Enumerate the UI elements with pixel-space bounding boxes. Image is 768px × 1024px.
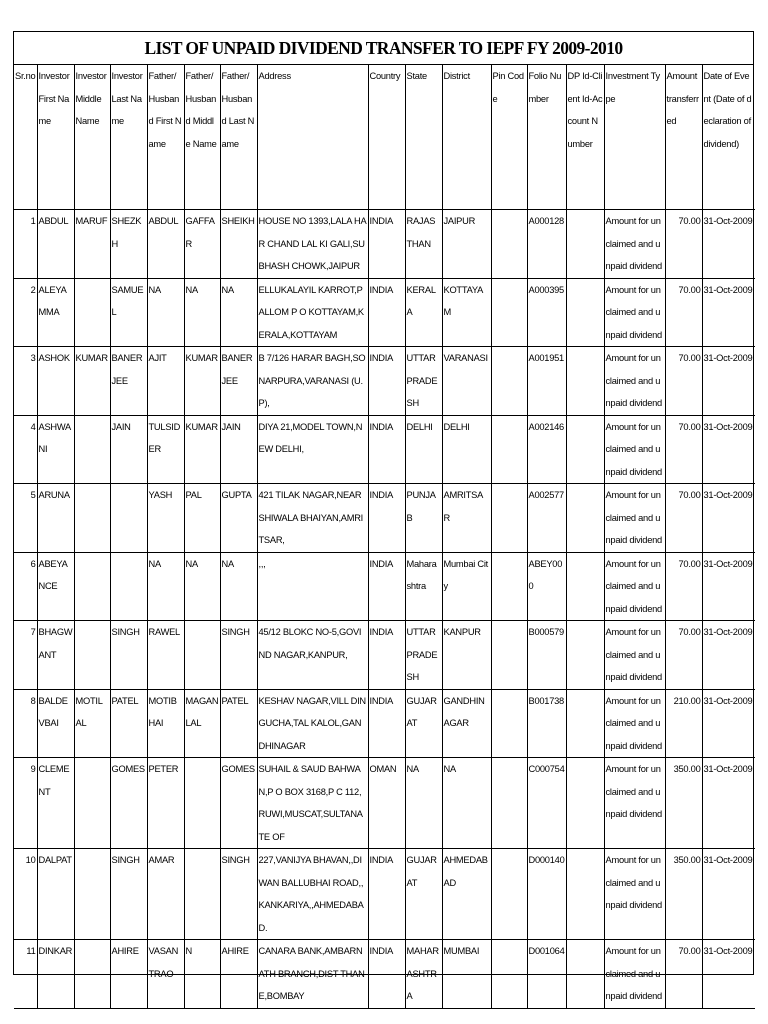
cell-amount: 70.00 (665, 940, 702, 1009)
cell-amount: 70.00 (665, 415, 702, 484)
cell-father-first-name: PETER (147, 758, 184, 849)
cell-district: Mumbai City (442, 552, 491, 621)
cell-sr-no: 4 (14, 415, 37, 484)
cell-date-of-event: 31-Oct-2009 (702, 758, 755, 849)
cell-district: DELHI (442, 415, 491, 484)
cell-sr-no: 8 (14, 689, 37, 758)
col-address: Address (257, 65, 368, 210)
cell-investment-type: Amount for unclaimed and unpaid dividend (604, 210, 665, 279)
cell-country: INDIA (368, 689, 405, 758)
cell-address: B 7/126 HARAR BAGH,SONARPURA,VARANASI (U.P), (257, 347, 368, 416)
cell-address: 45/12 BLOKC NO-5,GOVIND NAGAR,KANPUR, (257, 621, 368, 690)
cell-investor-last-name: GOMES (110, 758, 147, 849)
cell-father-first-name: YASH (147, 484, 184, 553)
cell-pin-code (491, 552, 527, 621)
cell-country: INDIA (368, 484, 405, 553)
cell-address: DIYA 21,MODEL TOWN,NEW DELHI, (257, 415, 368, 484)
table-row (14, 689, 755, 758)
cell-father-middle-name: GAFFAR (184, 210, 220, 279)
cell-district: JAIPUR (442, 210, 491, 279)
cell-investor-first-name: ABEYANCE (37, 552, 74, 621)
table-row (14, 278, 755, 347)
cell-state: UTTAR PRADESH (405, 347, 442, 416)
cell-father-first-name: AJIT (147, 347, 184, 416)
cell-investor-first-name: CLEMENT (37, 758, 74, 849)
col-date-of-event: Date of Event (Date of declaration of dividend) (702, 65, 755, 210)
cell-father-first-name: TULSIDER (147, 415, 184, 484)
cell-investment-type: Amount for unclaimed and unpaid dividend (604, 415, 665, 484)
header-row (14, 65, 755, 210)
cell-father-middle-name: PAL (184, 484, 220, 553)
table-row (14, 552, 755, 621)
cell-pin-code (491, 689, 527, 758)
cell-sr-no: 7 (14, 621, 37, 690)
cell-address: ELLUKALAYIL KARROT,PALLOM P O KOTTAYAM,KERALA,KOTTAYAM (257, 278, 368, 347)
cell-investor-first-name: BALDEVBAI (37, 689, 74, 758)
cell-father-last-name: AHIRE (220, 940, 257, 1009)
col-district: District (442, 65, 491, 210)
cell-district: AMRITSAR (442, 484, 491, 553)
cell-country: INDIA (368, 278, 405, 347)
cell-dp-client-id (566, 210, 604, 279)
cell-father-first-name: MOTIBHAI (147, 689, 184, 758)
cell-father-first-name: VASANTRAO (147, 940, 184, 1009)
cell-amount: 70.00 (665, 278, 702, 347)
cell-pin-code (491, 210, 527, 279)
cell-sr-no: 1 (14, 210, 37, 279)
cell-district: AHMEDABAD (442, 849, 491, 940)
cell-folio-number: B000579 (527, 621, 566, 690)
cell-country: INDIA (368, 849, 405, 940)
cell-address: HOUSE NO 1393,LALA HAR CHAND LAL KI GALI,SUBHASH CHOWK,JAIPUR (257, 210, 368, 279)
cell-folio-number: A002146 (527, 415, 566, 484)
col-father-last-name: Father/Husband Last Name (220, 65, 257, 210)
cell-amount: 70.00 (665, 347, 702, 416)
cell-state: KERALA (405, 278, 442, 347)
cell-dp-client-id (566, 484, 604, 553)
cell-state: UTTAR PRADESH (405, 621, 442, 690)
table-row (14, 484, 755, 553)
cell-folio-number: D001064 (527, 940, 566, 1009)
cell-pin-code (491, 849, 527, 940)
cell-district: GANDHINAGAR (442, 689, 491, 758)
cell-state: PUNJAB (405, 484, 442, 553)
cell-folio-number: C000754 (527, 758, 566, 849)
cell-investor-middle-name: MARUF (74, 210, 110, 279)
dividend-table (14, 65, 755, 1009)
cell-pin-code (491, 278, 527, 347)
col-investor-first-name: Investor First Name (37, 65, 74, 210)
cell-investor-last-name: SAMUEL (110, 278, 147, 347)
cell-investment-type: Amount for unclaimed and unpaid dividend (604, 347, 665, 416)
cell-dp-client-id (566, 758, 604, 849)
cell-investor-middle-name (74, 484, 110, 553)
cell-amount: 70.00 (665, 621, 702, 690)
cell-investor-first-name: ARUNA (37, 484, 74, 553)
table-row (14, 758, 755, 849)
cell-amount: 70.00 (665, 210, 702, 279)
cell-state: DELHI (405, 415, 442, 484)
cell-country: INDIA (368, 210, 405, 279)
cell-pin-code (491, 758, 527, 849)
cell-investor-middle-name (74, 621, 110, 690)
cell-date-of-event: 31-Oct-2009 (702, 278, 755, 347)
cell-father-middle-name (184, 849, 220, 940)
cell-state: GUJARAT (405, 849, 442, 940)
cell-father-last-name: PATEL (220, 689, 257, 758)
cell-investor-middle-name (74, 849, 110, 940)
cell-folio-number: D000140 (527, 849, 566, 940)
cell-investor-last-name: SHEZKH (110, 210, 147, 279)
cell-investor-last-name: BANERJEE (110, 347, 147, 416)
cell-investment-type: Amount for unclaimed and unpaid dividend (604, 621, 665, 690)
cell-father-middle-name: KUMAR (184, 347, 220, 416)
col-father-first-name: Father/Husband First Name (147, 65, 184, 210)
cell-date-of-event: 31-Oct-2009 (702, 940, 755, 1009)
cell-father-last-name: SINGH (220, 849, 257, 940)
cell-sr-no: 11 (14, 940, 37, 1009)
table-row (14, 210, 755, 279)
cell-investor-last-name: SINGH (110, 849, 147, 940)
col-amount: Amount transferred (665, 65, 702, 210)
cell-father-middle-name: KUMAR (184, 415, 220, 484)
cell-investor-first-name: ALEYAMMA (37, 278, 74, 347)
cell-district: MUMBAI (442, 940, 491, 1009)
cell-father-first-name: RAWEL (147, 621, 184, 690)
cell-district: KANPUR (442, 621, 491, 690)
cell-father-middle-name: MAGANLAL (184, 689, 220, 758)
cell-sr-no: 10 (14, 849, 37, 940)
cell-date-of-event: 31-Oct-2009 (702, 689, 755, 758)
cell-folio-number: B001738 (527, 689, 566, 758)
cell-date-of-event: 31-Oct-2009 (702, 210, 755, 279)
cell-father-last-name: GUPTA (220, 484, 257, 553)
sheet-title: LIST OF UNPAID DIVIDEND TRANSFER TO IEPF FY 2009-2010 (14, 32, 753, 65)
cell-father-last-name: GOMES (220, 758, 257, 849)
cell-investor-middle-name: MOTILAL (74, 689, 110, 758)
cell-father-middle-name: NA (184, 278, 220, 347)
cell-father-last-name: JAIN (220, 415, 257, 484)
cell-sr-no: 2 (14, 278, 37, 347)
cell-state: NA (405, 758, 442, 849)
cell-state: RAJASTHAN (405, 210, 442, 279)
cell-folio-number: A000395 (527, 278, 566, 347)
col-sr-no: Sr.no (14, 65, 37, 210)
cell-investment-type: Amount for unclaimed and unpaid dividend (604, 689, 665, 758)
cell-father-middle-name: NA (184, 552, 220, 621)
table-row (14, 415, 755, 484)
cell-investor-middle-name: KUMAR (74, 347, 110, 416)
cell-investor-first-name: ASHWANI (37, 415, 74, 484)
cell-sr-no: 5 (14, 484, 37, 553)
cell-investor-middle-name (74, 415, 110, 484)
cell-dp-client-id (566, 552, 604, 621)
cell-amount: 210.00 (665, 689, 702, 758)
cell-pin-code (491, 621, 527, 690)
col-folio-number: Folio Number (527, 65, 566, 210)
cell-father-first-name: AMAR (147, 849, 184, 940)
cell-investment-type: Amount for unclaimed and unpaid dividend (604, 552, 665, 621)
cell-country: INDIA (368, 552, 405, 621)
cell-investor-first-name: BHAGWANT (37, 621, 74, 690)
cell-address: ,,, (257, 552, 368, 621)
cell-folio-number: A000128 (527, 210, 566, 279)
cell-pin-code (491, 940, 527, 1009)
cell-dp-client-id (566, 278, 604, 347)
cell-country: INDIA (368, 415, 405, 484)
cell-investor-first-name: ABDUL (37, 210, 74, 279)
col-pin-code: Pin Code (491, 65, 527, 210)
col-investor-last-name: Investor Last Name (110, 65, 147, 210)
cell-district: KOTTAYAM (442, 278, 491, 347)
cell-pin-code (491, 415, 527, 484)
cell-father-first-name: NA (147, 278, 184, 347)
cell-address: 227,VANIJYA BHAVAN,,DIWAN BALLUBHAI ROAD,,KANKARIYA,,AHMEDABAD. (257, 849, 368, 940)
dividend-sheet (13, 31, 754, 1001)
cell-father-last-name: SINGH (220, 621, 257, 690)
cell-folio-number: A002577 (527, 484, 566, 553)
cell-father-last-name: NA (220, 278, 257, 347)
cell-pin-code (491, 484, 527, 553)
cell-investor-first-name: DINKAR (37, 940, 74, 1009)
table-row (14, 621, 755, 690)
cell-father-last-name: NA (220, 552, 257, 621)
cell-amount: 70.00 (665, 484, 702, 553)
cell-dp-client-id (566, 621, 604, 690)
cell-amount: 70.00 (665, 552, 702, 621)
cell-dp-client-id (566, 689, 604, 758)
cell-state: GUJARAT (405, 689, 442, 758)
cell-investor-last-name (110, 484, 147, 553)
cell-father-middle-name (184, 758, 220, 849)
cell-date-of-event: 31-Oct-2009 (702, 849, 755, 940)
cell-country: INDIA (368, 347, 405, 416)
table-row (14, 849, 755, 940)
cell-date-of-event: 31-Oct-2009 (702, 347, 755, 416)
cell-investor-last-name: PATEL (110, 689, 147, 758)
cell-sr-no: 3 (14, 347, 37, 416)
cell-sr-no: 6 (14, 552, 37, 621)
cell-country: INDIA (368, 940, 405, 1009)
cell-investor-middle-name (74, 940, 110, 1009)
cell-father-first-name: NA (147, 552, 184, 621)
cell-investor-first-name: DALPAT (37, 849, 74, 940)
col-country: Country (368, 65, 405, 210)
cell-investor-first-name: ASHOK (37, 347, 74, 416)
cell-amount: 350.00 (665, 758, 702, 849)
cell-dp-client-id (566, 415, 604, 484)
cell-district: NA (442, 758, 491, 849)
cell-state: Maharashtra (405, 552, 442, 621)
col-investment-type: Investment Type (604, 65, 665, 210)
cell-father-last-name: SHEIKH (220, 210, 257, 279)
cell-father-first-name: ABDUL (147, 210, 184, 279)
cell-dp-client-id (566, 849, 604, 940)
cell-address: 421 TILAK NAGAR,NEAR SHIWALA BHAIYAN,AMRITSAR, (257, 484, 368, 553)
cell-pin-code (491, 347, 527, 416)
cell-investment-type: Amount for unclaimed and unpaid dividend (604, 940, 665, 1009)
cell-folio-number: A001951 (527, 347, 566, 416)
cell-address: CANARA BANK,AMBARNATH BRANCH,DIST THANE,BOMBAY (257, 940, 368, 1009)
cell-investor-middle-name (74, 758, 110, 849)
cell-investor-last-name (110, 552, 147, 621)
cell-father-middle-name (184, 621, 220, 690)
col-investor-middle-name: Investor Middle Name (74, 65, 110, 210)
cell-investor-middle-name (74, 278, 110, 347)
cell-investor-last-name: AHIRE (110, 940, 147, 1009)
cell-country: OMAN (368, 758, 405, 849)
cell-date-of-event: 31-Oct-2009 (702, 621, 755, 690)
cell-investor-middle-name (74, 552, 110, 621)
cell-date-of-event: 31-Oct-2009 (702, 484, 755, 553)
cell-father-middle-name: N (184, 940, 220, 1009)
cell-investor-last-name: JAIN (110, 415, 147, 484)
cell-investment-type: Amount for unclaimed and unpaid dividend (604, 849, 665, 940)
cell-district: VARANASI (442, 347, 491, 416)
cell-investor-last-name: SINGH (110, 621, 147, 690)
col-dp-client-id: DP Id-Client Id-Account Number (566, 65, 604, 210)
cell-date-of-event: 31-Oct-2009 (702, 415, 755, 484)
cell-investment-type: Amount for unclaimed and unpaid dividend (604, 278, 665, 347)
cell-father-last-name: BANERJEE (220, 347, 257, 416)
cell-address: KESHAV NAGAR,VILL DINGUCHA,TAL KALOL,GANDHINAGAR (257, 689, 368, 758)
cell-state: MAHARASHTRA (405, 940, 442, 1009)
cell-country: INDIA (368, 621, 405, 690)
cell-dp-client-id (566, 347, 604, 416)
cell-date-of-event: 31-Oct-2009 (702, 552, 755, 621)
cell-dp-client-id (566, 940, 604, 1009)
cell-investment-type: Amount for unclaimed and unpaid dividend (604, 758, 665, 849)
table-row (14, 940, 755, 1009)
table-row (14, 347, 755, 416)
cell-investment-type: Amount for unclaimed and unpaid dividend (604, 484, 665, 553)
col-father-middle-name: Father/Husband Middle Name (184, 65, 220, 210)
col-state: State (405, 65, 442, 210)
cell-amount: 350.00 (665, 849, 702, 940)
cell-address: SUHAIL & SAUD BAHWAN,P O BOX 3168,P C 112, RUWI,MUSCAT,SULTANATE OF (257, 758, 368, 849)
cell-sr-no: 9 (14, 758, 37, 849)
cell-folio-number: ABEY000 (527, 552, 566, 621)
